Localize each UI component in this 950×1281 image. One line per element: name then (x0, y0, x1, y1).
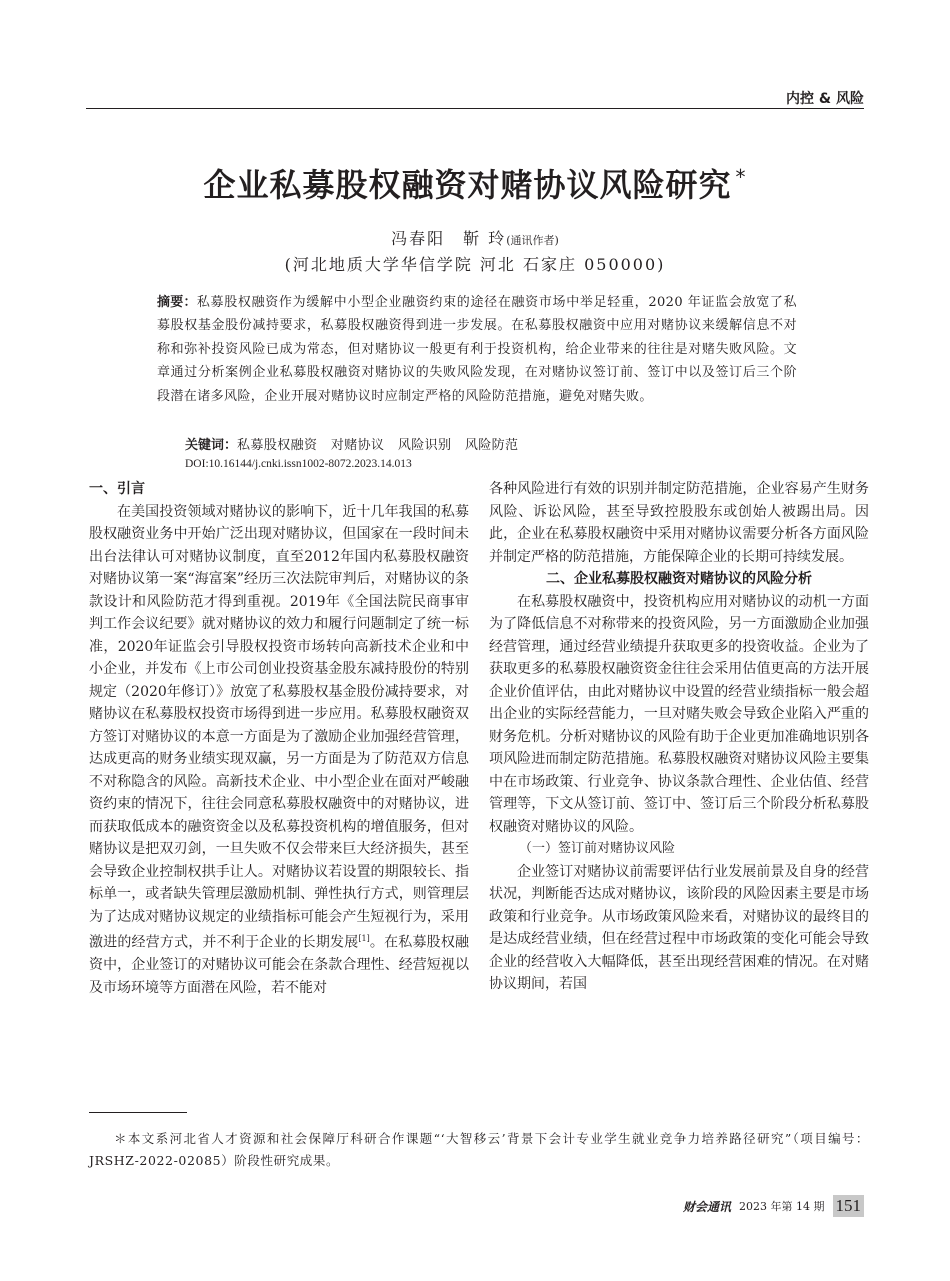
section-tag: 内控 & 风险 (786, 91, 864, 107)
paragraph: 各种风险进行有效的识别并制定防范措施，企业容易产生财务风险、诉讼风险，甚至导致控股股东或创始人被踢出局。因此，企业在私募股权融资中采用对赌协议需要分析各方面风险并制定严格的防范措施，方能保障企业的长期可持续发展。 (489, 481, 869, 565)
paragraph-text: 在美国投资领域对赌协议的影响下，近十几年我国的私募股权融资业务中开始广泛出现对赌协议，但国家在一段时间未出台法律认可对赌协议制度，直至2012年国内私募股权融资对赌协议第一案“海富案”经历三次法院审判后，对赌协议的条款设计和风险防范才得到重视。2019年《全国法院民商事审判工作会议纪要》就对赌协议的效力和履行问题制定了统一标准，2020年证监会引导股权投资市场转向高新技术企业和中小企业，并发布《上市公司创业投资基金股东减持股份的特别规定（2020年修订）》放宽了私募股权基金股份减持要求，对赌协议在私募股权投资市场得到进一步应用。私募股权融资双方签订对赌协议的本意一方面是为了激励企业加强经营管理，达成更高的财务业绩实现双赢，另一方面是为了防范双方信息不对称隐含的风险。高新技术企业、中小型企业在面对严峻融资约束的情况下，往往会同意私募股权融资中的对赌协议，进而获取低成本的融资资金以及私募投资机构的增值服务，但对赌协议是把双刃剑，一旦失败不仅会带来巨大经济损失，甚至会导致企业控制权拱手让人。对赌协议若设置的期限较长、指标单一，或者缺失管理层激励机制、弹性执行方式，则管理层为了达成对赌协议规定的业绩指标可能会产生短视行为，采用激进的经营方式，并不利于企业的长期发展 (89, 503, 469, 951)
paragraph (89, 501, 469, 1000)
paragraph: 企业签订对赌协议前需要评估行业发展前景及自身的经营状况，判断能否达成对赌协议，该阶段的风险因素主要是市场政策和行业竞争。从市场政策风险来看，对赌协议的最终目的是达成经营业绩，但在经营过程中市场政策的变化可能会导致企业的经营收入大幅降低，甚至出现经营困难的情况。在对赌协议期间，若国 (489, 863, 869, 992)
left-column (89, 478, 469, 999)
title-footnote-mark: * (735, 165, 747, 189)
journal-name: 财会通讯 (683, 1199, 732, 1214)
author-line (0, 226, 950, 249)
footnote: ＊本文系河北省人才资源和社会保障厅科研合作课题“‘大智移云’背景下会计专业学生就业竞争力培养路径研究”（项目编号：JRSHZ-2022-02085）阶段性研究成果。 (89, 1131, 869, 1168)
heading-risk-analysis: 二、企业私募股权融资对赌协议的风险分析 (546, 571, 812, 587)
paper-title (0, 160, 950, 206)
keywords-label: 关键词： (185, 438, 238, 453)
heading-introduction: 一、引言 (89, 481, 145, 497)
issue-info: 2023 年第 14 期 (739, 1200, 825, 1213)
paragraph: 在私募股权融资中，投资机构应用对赌协议的动机一方面为了降低信息不对称带来的投资风险，另一方面激励企业加强经营管理，通过经营业绩提升获取更多的投资收益。企业为了获取更多的私募股权融资资金往往会采用估值更高的方法开展企业价值评估，由此对赌协议中设置的经营业绩指标一般会超出企业的实际经营能力，一旦对赌失败会导致企业陷入严重的财务危机。分析对赌协议的风险有助于企业更加准确地识别各项风险进而制定防范措施。私募股权融资对赌协议风险主要集中在市场政策、行业竞争、协议条款合理性、企业估值、经营管理等，下文从签订前、签订中、签订后三个阶段分析私募股权融资对赌协议的风险。 (489, 593, 869, 835)
right-column (489, 478, 869, 996)
paragraph-text: 。在私募股权融资中，企业签订的对赌协议可能会在条款合理性、经营短视以及市场环境等方面潜在风险，若不能对 (89, 934, 470, 996)
abstract-text: 私募股权融资作为缓解中小型企业融资约束的途径在融资市场中举足轻重，2020 年证监会放宽了私募股权基金股份减持要求，私募股权融资得到进一步发展。在私募股权融资中应用对赌协议来缓解信息不对称和弥补投资风险已成为常态，但对赌协议一般更有利于投资机构，给企业带来的往往是对赌失败风险。文章通过分析案例企业私募股权融资对赌协议的失败风险发现，在对赌协议签订前、签订中以及签订后三个阶段潜在诸多风险，企业开展对赌协议时应制定严格的风险防范措施，避免对赌失败。 (157, 295, 797, 404)
footnote-rule (89, 1112, 187, 1113)
corresponding-author-note: (通讯作者) (506, 234, 559, 247)
abstract-label: 摘要： (157, 295, 197, 310)
citation-ref: [1] (358, 934, 370, 943)
title-text: 企业私募股权融资对赌协议风险研究 (203, 166, 732, 204)
author-names: 冯春阳 靳 玲 (391, 229, 507, 248)
abstract (157, 291, 797, 408)
affiliation: (河北地质大学华信学院 河北 石家庄 050000) (284, 255, 666, 274)
keywords-text: 私募股权融资 对赌协议 风险识别 风险防范 (237, 438, 519, 453)
subheading-pre-signing: （一）签订前对赌协议风险 (519, 841, 676, 856)
page-footer (683, 1195, 864, 1217)
header-rule (86, 108, 864, 109)
keywords (185, 434, 518, 453)
page-number: 151 (833, 1195, 865, 1217)
doi: DOI:10.16144/j.cnki.issn1002-8072.2023.14.013 (185, 458, 412, 470)
